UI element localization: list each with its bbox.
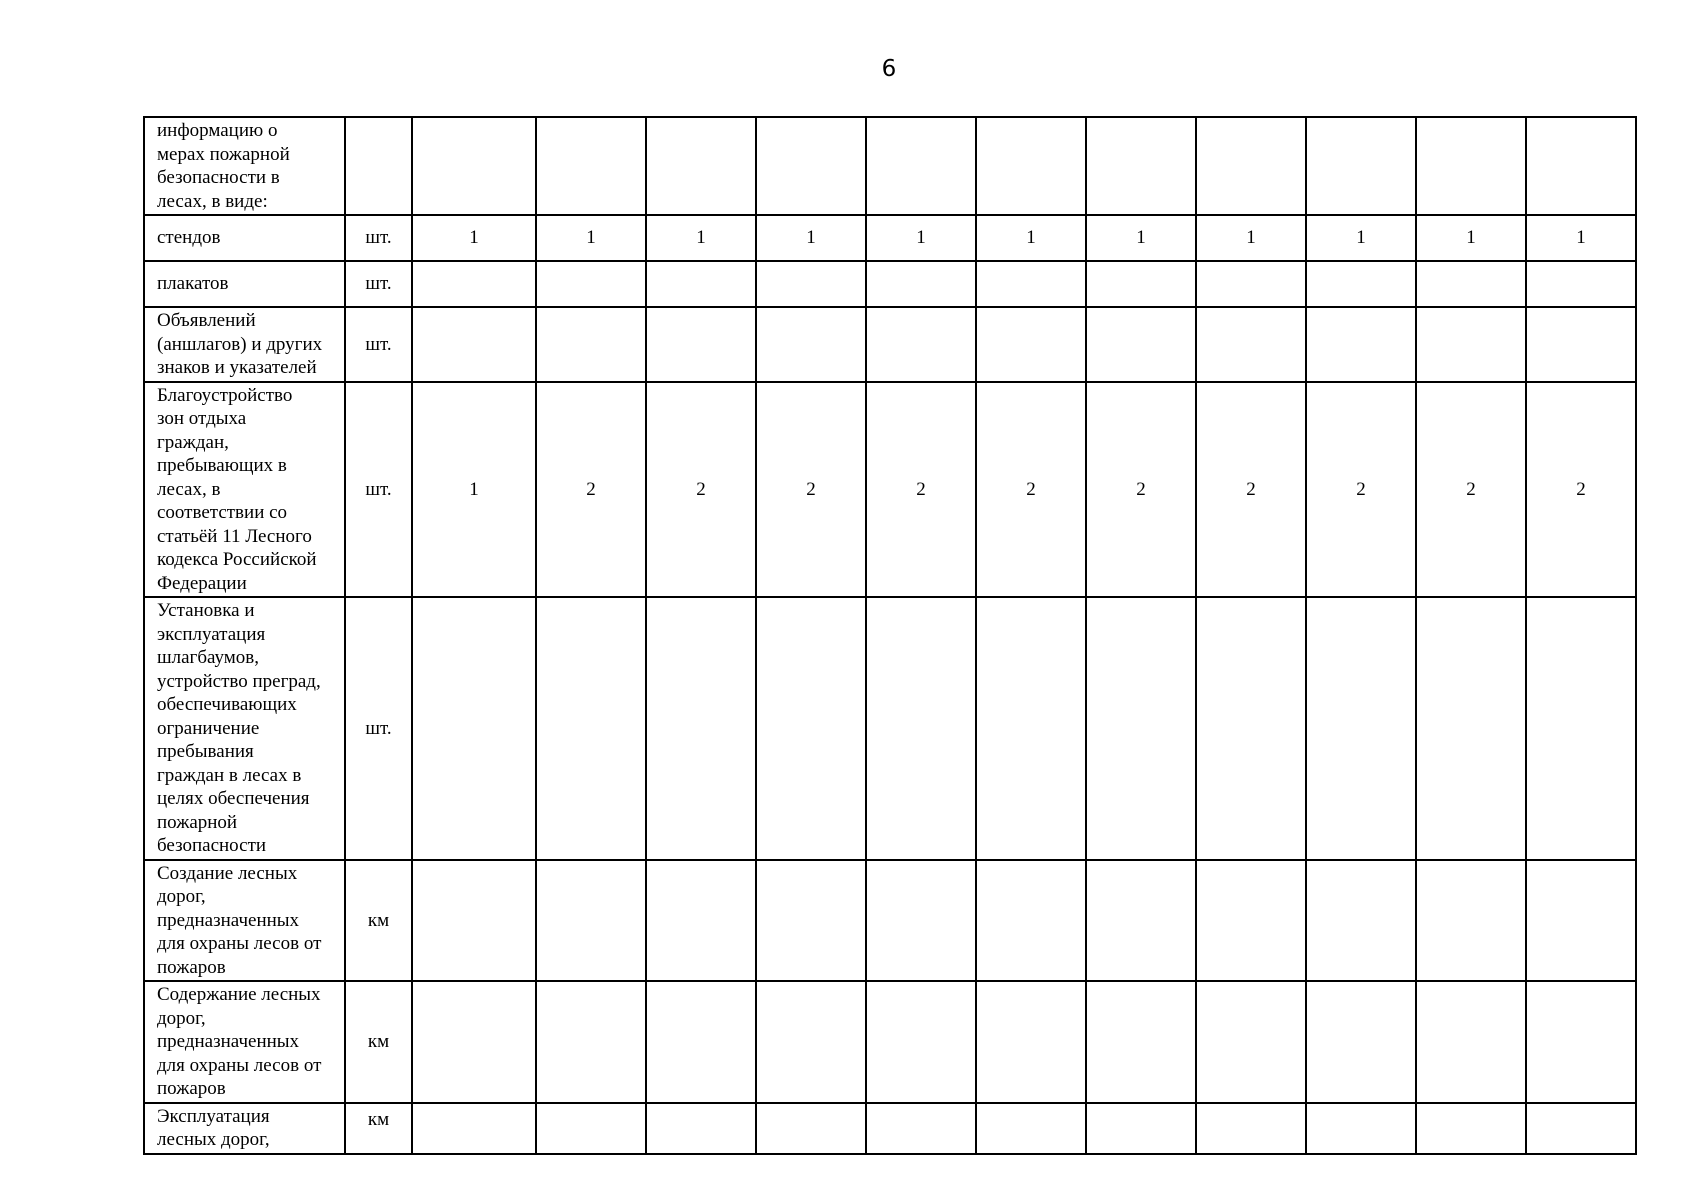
- value-cell: 1: [412, 215, 536, 261]
- value-cell: 1: [866, 215, 976, 261]
- value-cell: 1: [756, 215, 866, 261]
- value-cell: 2: [646, 382, 756, 598]
- value-cell: [866, 860, 976, 982]
- value-cell: [646, 307, 756, 382]
- value-cell: [412, 307, 536, 382]
- value-cell: [866, 307, 976, 382]
- value-cell: [412, 261, 536, 307]
- value-cell: [756, 597, 866, 860]
- value-cell: [1526, 261, 1636, 307]
- value-cell: [1306, 261, 1416, 307]
- value-cell: [1526, 307, 1636, 382]
- value-cell: [646, 261, 756, 307]
- value-cell: [646, 1103, 756, 1154]
- value-cell: [976, 261, 1086, 307]
- value-cell: 2: [1416, 382, 1526, 598]
- value-cell: [1086, 860, 1196, 982]
- table-row: [144, 215, 1636, 261]
- value-cell: [976, 597, 1086, 860]
- row-label: Содержание лесных дорог, предназначенных для охраны лесов от пожаров: [144, 981, 345, 1103]
- value-cell: [1086, 1103, 1196, 1154]
- unit-cell: км: [345, 1103, 412, 1154]
- value-cell: [976, 117, 1086, 215]
- value-cell: [1196, 307, 1306, 382]
- value-cell: 1: [976, 215, 1086, 261]
- value-cell: [866, 981, 976, 1103]
- value-cell: [412, 981, 536, 1103]
- unit-cell: км: [345, 860, 412, 982]
- fire-safety-measures-table: [143, 116, 1637, 1155]
- row-label: Создание лесных дорог, предназначенных для охраны лесов от пожаров: [144, 860, 345, 982]
- value-cell: [646, 860, 756, 982]
- table-row: [144, 307, 1636, 382]
- value-cell: [1196, 860, 1306, 982]
- value-cell: 1: [1526, 215, 1636, 261]
- value-cell: [536, 1103, 646, 1154]
- value-cell: [646, 981, 756, 1103]
- value-cell: [1086, 981, 1196, 1103]
- value-cell: 1: [412, 382, 536, 598]
- value-cell: [756, 261, 866, 307]
- value-cell: [1526, 1103, 1636, 1154]
- value-cell: [1196, 261, 1306, 307]
- value-cell: [646, 597, 756, 860]
- table-row: [144, 597, 1636, 860]
- value-cell: [1196, 981, 1306, 1103]
- value-cell: [646, 117, 756, 215]
- value-cell: 2: [1086, 382, 1196, 598]
- value-cell: 1: [1196, 215, 1306, 261]
- value-cell: [866, 261, 976, 307]
- value-cell: [1306, 117, 1416, 215]
- value-cell: 2: [536, 382, 646, 598]
- value-cell: [1086, 261, 1196, 307]
- table-row: [144, 860, 1636, 982]
- value-cell: [536, 981, 646, 1103]
- row-label: Благоустройство зон отдыха граждан, пребывающих в лесах, в соответствии со статьёй 11 Лесного кодекса Российской Федерации: [144, 382, 345, 598]
- value-cell: [1306, 860, 1416, 982]
- unit-cell: шт.: [345, 597, 412, 860]
- unit-cell: шт.: [345, 307, 412, 382]
- value-cell: [756, 1103, 866, 1154]
- value-cell: 2: [1306, 382, 1416, 598]
- value-cell: 2: [1196, 382, 1306, 598]
- value-cell: [1416, 117, 1526, 215]
- value-cell: [1306, 597, 1416, 860]
- page-number: 6: [881, 56, 897, 82]
- table-body: [144, 117, 1636, 1154]
- row-label: Установка и эксплуатация шлагбаумов, устройство преград, обеспечивающих ограничение пребывания граждан в лесах в целях обеспечения пожарной безопасности: [144, 597, 345, 860]
- value-cell: [412, 117, 536, 215]
- value-cell: [1416, 307, 1526, 382]
- value-cell: [1416, 981, 1526, 1103]
- row-label: стендов: [144, 215, 345, 261]
- value-cell: [866, 1103, 976, 1154]
- value-cell: [1196, 117, 1306, 215]
- value-cell: [1306, 981, 1416, 1103]
- value-cell: 2: [1526, 382, 1636, 598]
- value-cell: [412, 860, 536, 982]
- value-cell: [1086, 307, 1196, 382]
- value-cell: [976, 1103, 1086, 1154]
- unit-cell: шт.: [345, 215, 412, 261]
- value-cell: [1306, 1103, 1416, 1154]
- row-label: информацию о мерах пожарной безопасности в лесах, в виде:: [144, 117, 345, 215]
- value-cell: [866, 117, 976, 215]
- value-cell: [976, 981, 1086, 1103]
- value-cell: 1: [1416, 215, 1526, 261]
- row-label: Объявлений (аншлагов) и других знаков и указателей: [144, 307, 345, 382]
- value-cell: [412, 1103, 536, 1154]
- value-cell: [1526, 860, 1636, 982]
- value-cell: 2: [976, 382, 1086, 598]
- value-cell: [756, 860, 866, 982]
- value-cell: 1: [1306, 215, 1416, 261]
- value-cell: [1306, 307, 1416, 382]
- table-row: [144, 261, 1636, 307]
- unit-cell: км: [345, 981, 412, 1103]
- table-row: [144, 382, 1636, 598]
- value-cell: [1196, 1103, 1306, 1154]
- value-cell: [756, 117, 866, 215]
- value-cell: [976, 307, 1086, 382]
- table-row: [144, 1103, 1636, 1154]
- value-cell: [1416, 860, 1526, 982]
- value-cell: [412, 597, 536, 860]
- unit-cell: шт.: [345, 382, 412, 598]
- value-cell: [756, 981, 866, 1103]
- value-cell: [536, 597, 646, 860]
- unit-cell: [345, 117, 412, 215]
- table-row: [144, 981, 1636, 1103]
- value-cell: [1416, 597, 1526, 860]
- value-cell: [1416, 1103, 1526, 1154]
- value-cell: [1086, 117, 1196, 215]
- value-cell: [866, 597, 976, 860]
- value-cell: [1416, 261, 1526, 307]
- value-cell: [536, 117, 646, 215]
- table-row: [144, 117, 1636, 215]
- value-cell: 1: [536, 215, 646, 261]
- unit-cell: шт.: [345, 261, 412, 307]
- value-cell: [756, 307, 866, 382]
- value-cell: 2: [756, 382, 866, 598]
- value-cell: [1196, 597, 1306, 860]
- value-cell: [1086, 597, 1196, 860]
- value-cell: [1526, 597, 1636, 860]
- value-cell: 1: [646, 215, 756, 261]
- value-cell: [536, 307, 646, 382]
- value-cell: 2: [866, 382, 976, 598]
- value-cell: [1526, 117, 1636, 215]
- row-label: плакатов: [144, 261, 345, 307]
- value-cell: [1526, 981, 1636, 1103]
- value-cell: [536, 860, 646, 982]
- value-cell: [976, 860, 1086, 982]
- row-label: Эксплуатация лесных дорог,: [144, 1103, 345, 1154]
- value-cell: 1: [1086, 215, 1196, 261]
- value-cell: [536, 261, 646, 307]
